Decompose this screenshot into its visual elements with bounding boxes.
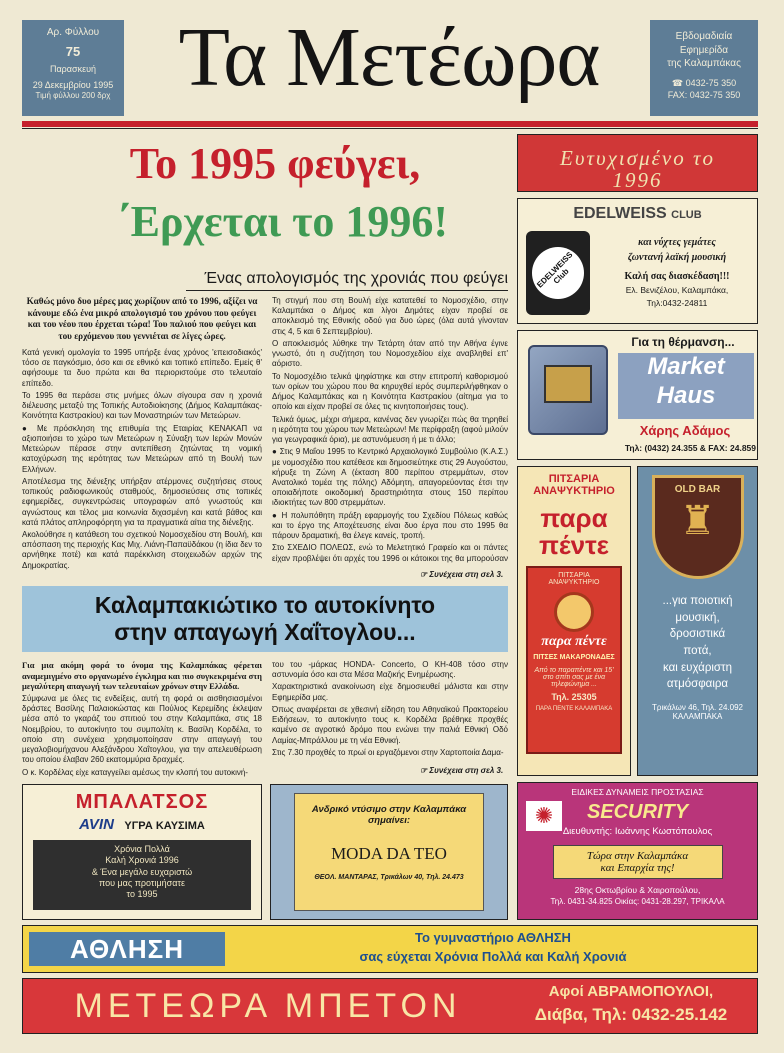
old-bar-ad <box>637 466 758 776</box>
paper-type: Εβδομαδιαία <box>675 31 733 42</box>
security-address: 28ης Οκτωβρίου & Χαιροπούλου, <box>574 885 701 895</box>
newspaper-title: Τα Μετέωρα <box>178 11 600 104</box>
lead-paragraph: Κατά γενική ομολογία το 1995 υπήρξε ένας χρόνος 'επεισοδιακός' τόσο σε παγκόσμιο, όσο και σε εθνικό και τοπικό επίπεδο. Εμείς θ' αφήσουμε τα δυο πρώτα και θα περιοριστούμε στο τελευταίο επίπεδο. <box>22 348 262 388</box>
issue-info-box <box>22 20 124 116</box>
lead-headline-1: Το 1995 φεύγει, <box>129 139 421 188</box>
story2-paragraph: Χαρακτηριστικά ανακοίνωση είχε δημοσιευθεί μάλιστα και στην Εφημερίδα μας. <box>272 682 508 702</box>
lead-paragraph: Ακολούθησε η κατάθεση του σχετικού Νομοσχεδίου στη Βουλή, και απόσπαση της περιοχής Κας Μιχ. Λιάνη-Παπαϋδάκου (η ίδια δεν το αρνήθηκε ποτέ) και κατά παρέκκλιση στοιχειωδών αρχών της Δημοκρατίας. <box>22 529 262 570</box>
story2-intro: Για μια ακόμη φορά το όνομα της Καλαμπάκας φέρεται αναμεμιγμένο στο οργανωμένο έγκλημα και πιο συγκεκριμένα στη μεγαλύτερη απαγωγή των τελευταίων χρόνων στην Ελλάδα. <box>22 660 262 692</box>
balatsos-ad <box>22 784 262 920</box>
story2-right-column <box>272 660 508 760</box>
lead-continued-text: Συνέχεια στη σελ 3. <box>429 570 504 579</box>
masthead-rule <box>22 121 758 127</box>
old-bar-text3: δροσιστικά <box>669 628 726 641</box>
market-name-2: Haus <box>656 381 716 409</box>
moda-ad <box>270 784 508 920</box>
moda-line1: Ανδρικό ντύσιμο στην Καλαμπάκα <box>311 804 467 815</box>
heater-image <box>528 345 608 435</box>
moda-address: ΘΕΟΛ. ΜΑΝΤΑΡΑΣ, Τρικάλων 40, Τηλ. 24.473 <box>314 874 464 881</box>
old-bar-address: Τρικάλων 46, Τηλ. 24.092 <box>652 703 743 713</box>
balatsos-wish-box <box>33 840 251 910</box>
issue-date: 29 Δεκεμβρίου 1995 <box>32 80 114 91</box>
pizza-card-note: Από το παραπέντε και 15' στο σπίτι σας με ένα τηλεφώνημα ... <box>534 666 614 688</box>
balatsos-wish4: που μας προτιμήσατε <box>98 877 185 888</box>
lead-left-column <box>22 296 262 584</box>
security-box <box>553 845 723 879</box>
paper-phone: ☎ 0432-75 350 <box>671 77 737 88</box>
security-director: Διευθυντής: Ιωάννης Κωστόπουλος <box>562 826 713 837</box>
security-box1: Τώρα στην Καλαμπάκα <box>586 850 689 862</box>
old-bar-text2: μουσική, <box>675 611 720 624</box>
paper-info-box <box>650 20 758 116</box>
lead-paragraph: Το Νομοσχέδιο τελικά ψηφίστηκε και στην επιτροπή καθορισμού των ορίων του χώρου που θα κηρυχθεί ιερός συμπεριλήφθηκαν ο Δήμος Καλαμπάκας και η Κοινότητα Καστρακίου (αίτημα για το οποίο και είχαν προβεί σε όλες τις κινητοποιήσεις τους). <box>272 371 508 412</box>
athlisi-name: ΑΘΛΗΣΗ <box>29 932 225 966</box>
beton-ad <box>22 978 758 1034</box>
pizza-line1: ΠΙΤΣΑΡΙΑ <box>548 473 600 485</box>
story2-headline-2: στην απαγωγή Χαΐτογλου... <box>114 619 416 645</box>
issue-price: Τιμή φύλλου 200 δρχ <box>35 91 111 101</box>
pizza-card-sub: ΠΙΤΣΕΣ ΜΑΚΑΡΟΝΑΔΕΣ <box>533 653 615 661</box>
pizza-name1: παρα <box>540 503 608 533</box>
story2-headline-box <box>22 586 508 652</box>
beton-name: ΜΕΤΕΩΡΑ ΜΠΕΤΟΝ <box>74 987 462 1025</box>
lead-paragraph: ● Η πολυπόθητη πράξη εφαρμογής του Σχεδίου Πόλεως καθώς και το έργο της Αποχέτευσης είναι δυο έργα που στο 1995 θα πάρουν δραματική, θα έλεγε κανείς, τροπή. <box>272 510 508 541</box>
market-contact: Τηλ: (0432) 24.355 & FAX: 24.859 <box>624 443 756 453</box>
security-phones: Τηλ. 0431-34.825 Οικίας: 0431-28.297, ΤΡΙΚΑΛΑ <box>550 897 725 906</box>
edelweiss-text <box>598 235 756 310</box>
story2-paragraph: του του -μάρκας HONDA- Concerto, O KH-408 τόσο στην αστυνομία όσο και στα Μέσα Μαζικής Ενημέρωσης. <box>272 660 508 680</box>
beton-phone: Διάβα, Τηλ: 0432-25.142 <box>534 1005 728 1024</box>
edelweiss-title-row <box>518 205 757 223</box>
market-name-1: Market <box>647 353 725 380</box>
wishes-text: Ευτυχισμένο το 1996 <box>560 146 715 193</box>
security-logo-icon: ✺ <box>526 801 562 831</box>
story2-paragraph: Ο κ. Κορδέλας είχε καταγγείλει αμέσως την κλοπή του αυτοκινή- <box>22 767 248 777</box>
moda-inner <box>294 793 484 911</box>
pizza-name2: πέντε <box>538 530 610 560</box>
balatsos-wish1: Χρόνια Πολλά <box>114 844 170 854</box>
pizza-line2: ΑΝΑΨΥΚΤΗΡΙΟ <box>533 485 615 497</box>
old-bar-text <box>638 593 757 693</box>
security-ad <box>517 782 758 920</box>
balatsos-brand-row <box>23 816 261 834</box>
moda-line2: σημαίνει: <box>368 815 410 826</box>
story2-paragraph: Στις 7.30 προχθές το πρωί οι εργαζόμενοι στην Χαρτοποιία Δαμα- <box>272 747 504 757</box>
lead-continued-link[interactable] <box>420 570 503 579</box>
old-bar-badge: OLD BAR <box>674 484 721 495</box>
security-name: SECURITY <box>586 801 689 823</box>
edelweiss-phone: Τηλ:0432-24811 <box>646 297 708 308</box>
lead-paragraph: ● Με πρόσκληση της επιθυμία της Εταιρίας ΚΕΝΑΚΑΠ να αξιοποιήσει το χώρο των Μετεώρων η Σύναξη των Ιερών Μονών Μετεώρων πέρασε στην αντεπίθεση ζητώντας τη νομική κατοχύρωση της ιερότητας των Μετεώρων από τη Βουλή των Ελλήνων. <box>22 423 262 474</box>
market-top: Για τη θέρμανση... <box>631 335 735 349</box>
security-box2: και Επαρχία της! <box>600 862 675 874</box>
edelweiss-club: CLUB <box>671 209 702 221</box>
market-name-box <box>618 353 754 419</box>
story2-continued-text: Συνέχεια στη σελ 3. <box>429 766 504 775</box>
old-bar-text5: και ευχάριστη <box>663 661 732 674</box>
balatsos-wish2: Καλή Χρονιά 1996 <box>105 855 179 866</box>
story2-headline-1: Καλαμπακιώτικο το αυτοκίνητο <box>94 592 436 618</box>
story2-paragraph: Όπως αναφέρεται σε χθεσινή είδηση του Αθηναϊκού Πρακτορείου Ειδήσεων, το αυτοκίνητο τους κ. Κορδέλα βρέθηκε προχθές καμένο σε αγροτικό δρόμο που ενώνει την παλιά Εθνική Οδό Λαμίας-Μπράλλου με τη νέα Εθνική. <box>272 704 508 745</box>
issue-label: Αρ. Φύλλου <box>46 27 100 38</box>
pizza-icon <box>554 592 594 632</box>
pizza-card-phone: Τηλ. 25305 <box>551 691 597 702</box>
old-bar-city: ΚΑΛΑΜΠΑΚΑ <box>672 712 723 722</box>
issue-day: Παρασκευή <box>49 64 97 75</box>
old-bar-text4: ποτά, <box>683 645 712 658</box>
balatsos-wish3: & Ένα μεγάλο ευχαριστώ <box>91 866 193 877</box>
lead-paragraph: ● Στις 9 Μαΐου 1995 το Κεντρικό Αρχαιολογικό Συμβούλιο (Κ.Α.Σ.) με νομοσχέδιο που κατέθεσε και δημοσιεύτηκε στις 29 Αυγούστου, κήρυξε τη Ζώνη Α (έκταση 800 περίπου στρεμμάτων, στον Ανατολικό τομέα της πόλης) Αδόμητη, απαγορεύοντας έτσι την οποιαδήποτε οικοδομική δραστηριότητα στους 150 περίπου ιδιοκτήτες των 800 στρεμμάτων. <box>272 447 508 508</box>
edelweiss-line1: και νύχτες γεμάτες <box>638 237 716 248</box>
pizza-card-name: παρα πέντε <box>541 633 607 649</box>
lead-right-column <box>272 296 508 564</box>
old-bar-shield <box>652 475 744 579</box>
lead-paragraph: Τελικά όμως, μέχρι σήμερα, κανένας δεν γνωρίζει πώς θα τηρηθεί η ιερότητα του χώρου των Μετεώρων! Με περίφραξη (αφού μιλούν για γεωγραφικά όρια), με αστυνόμευση ή με τι άλλο; <box>272 414 508 445</box>
balatsos-name: ΜΠΑΛΑΤΣΟΣ <box>75 791 209 813</box>
lead-paragraph: Ο αποκλεισμός λύθηκε την Τετάρτη όταν από την Αθήνα έγινε γνωστό, ότι η συζήτηση του Νομοσχεδίου είχε αναβληθεί επ' αόριστο. <box>272 338 508 369</box>
athlisi-ad <box>22 925 758 973</box>
edelweiss-line3: Καλή σας διασκέδαση!!! <box>624 271 730 282</box>
pizza-card <box>526 566 622 754</box>
heater-grille-icon <box>544 365 592 403</box>
athlisi-line2: σας εύχεται Χρόνια Πολλά και Καλή Χρονιά <box>359 949 627 964</box>
old-bar-text1: ...για ποιοτική <box>662 595 733 607</box>
market-haus-ad <box>517 330 758 460</box>
wishes-banner <box>517 134 758 192</box>
lead-subheadline: Ένας απολογισμός της χρονιάς που φεύγει <box>186 270 508 291</box>
pizza-card-footer: ΠΑΡΑ ΠΕΝΤΕ ΚΑΛΑΜΠΑΚΑ <box>535 705 613 712</box>
pizza-card-top1: ΠΙΤΣΑΡΙΑ <box>558 571 590 579</box>
story2-left-column <box>22 660 262 778</box>
balatsos-fuel: ΥΓΡΑ ΚΑΥΣΙΜΑ <box>124 820 205 832</box>
lead-paragraph: Αποτέλεσμα της διένεξης υπήρξαν ατέρμονες συζητήσεις στους τοπικούς ραδιοφωνικούς σταθμούς, δημοσιεύσεις στις τοπικές εφημερίδες, συγκεντρώσεις υπογραφών από γνωστούς και αγνώστους και τέλος μια κοινωνία διχασμένη και κατά βάθος και κατά πλάτος απληροφόρητη για τα πραγματικά αίτια της διένεξης. <box>22 476 262 527</box>
edelweiss-badge-text: EDELWEISS Club <box>521 236 595 310</box>
beton-owners: Αφοί ΑΒΡΑΜΟΠΟΥΛΟΙ, <box>548 983 714 1000</box>
balatsos-brand: AVIN <box>79 816 114 833</box>
edelweiss-ad <box>517 198 758 324</box>
lead-paragraph: Το 1995 θα περάσει στις μνήμες όλων σίγουρα σαν η χρονιά διέλευσης μεταξύ της Τοπικής Αυτοδιοίκησης (Δήμος Καλαμπάκας-Κοινότητα Καστρακίου) και των Μοναστηριών των Μετεώρων. <box>22 390 262 421</box>
pizza-ad <box>517 466 631 776</box>
market-owner: Χάρης Αδάμος <box>639 423 731 438</box>
masthead-thin-rule <box>22 128 758 129</box>
lion-icon: ♜ <box>679 499 716 543</box>
pointer-icon: ☞ <box>420 766 430 775</box>
story2-continued-link[interactable] <box>420 766 503 775</box>
athlisi-line1: Το γυμναστήριο ΑΘΛΗΣΗ <box>415 930 571 945</box>
edelweiss-badge <box>526 231 590 315</box>
moda-name: MODA DA TEO <box>331 844 447 863</box>
paper-type2: Εφημερίδα <box>679 44 729 56</box>
lead-headline-2: ΄Ερχεται το 1996! <box>115 197 449 246</box>
security-top: ΕΙΔΙΚΕΣ ΔΥΝΑΜΕΙΣ ΠΡΟΣΤΑΣΙΑΣ <box>571 787 704 797</box>
lead-paragraph: Στο ΣΧΕΔΙΟ ΠΟΛΕΩΣ, ενώ το Μελετητικό Γραφείο και οι πάντες είχαν προβλέψει ότι αρχές του 1996 οι κάτοικοι της θα μπορούσαν <box>272 543 508 563</box>
edelweiss-line2: ζωντανή λαϊκή μουσική <box>627 252 727 263</box>
edelweiss-title: EDELWEISS <box>573 205 667 222</box>
lead-paragraph: Τη στιγμή που στη Βουλή είχε κατατεθεί το Νομοσχέδιο, στην Καλαμπάκα ο Δήμος και λίγοι Δημότες είχαν προβεί σε αποκλεισμό της Εθνικής οδού για δυο ώρες (όλα αυτά γίνονταν στις 4, 5 και 6 Σεπτεμβρίου). <box>272 296 508 336</box>
story2-paragraph: Σύμφωνα με όλες τις ενδείξεις, αυτή τη φορά οι αισθησιασμένοι δράστες Βασίλης Παλαιοκώστας και Πούλιος Κερεμίδης έκλεψαν μέσα από το γκαράζ του σπιτιού του στην Καλαμπάκα, στις 18 Νοεμβρίου, το αυτοκίνητο του συμπολίτη κ. Βασίλη Κορδέλα, το οποίο στη συνέχεια χρησιμοποίησαν στην απαγωγή του μεγαλοβιομήχανου Αλεξάνδρου Χαΐτογλου, για την απελευθέρωση του οποίου έλαβαν 260 εκατομμύρια δραχμές. <box>22 693 262 765</box>
pizza-card-top2: ΑΝΑΨΥΚΤΗΡΙΟ <box>548 578 600 586</box>
paper-fax: FAX: 0432-75 350 <box>667 89 741 100</box>
issue-number: 75 <box>65 43 81 59</box>
paper-city: της Καλαμπάκας <box>667 58 741 69</box>
balatsos-wish5: το 1995 <box>126 889 158 899</box>
old-bar-text6: ατμόσφαιρα <box>666 678 729 691</box>
lead-intro: Καθώς μόνο δυο μέρες μας χωρίζουν από το 1996, αξίζει να κάνουμε εδώ ένα μικρό απολογισμό του χρόνου που φεύγει και του νέου που έρχεται τώρα! Του παλιού που φεύγει και του ερχόμενου που γεννιέται σε λίγες ώρες. <box>26 296 258 341</box>
edelweiss-address: Ελ. Βενιζέλου, Καλαμπάκα, <box>625 285 729 295</box>
pointer-icon: ☞ <box>420 570 430 579</box>
